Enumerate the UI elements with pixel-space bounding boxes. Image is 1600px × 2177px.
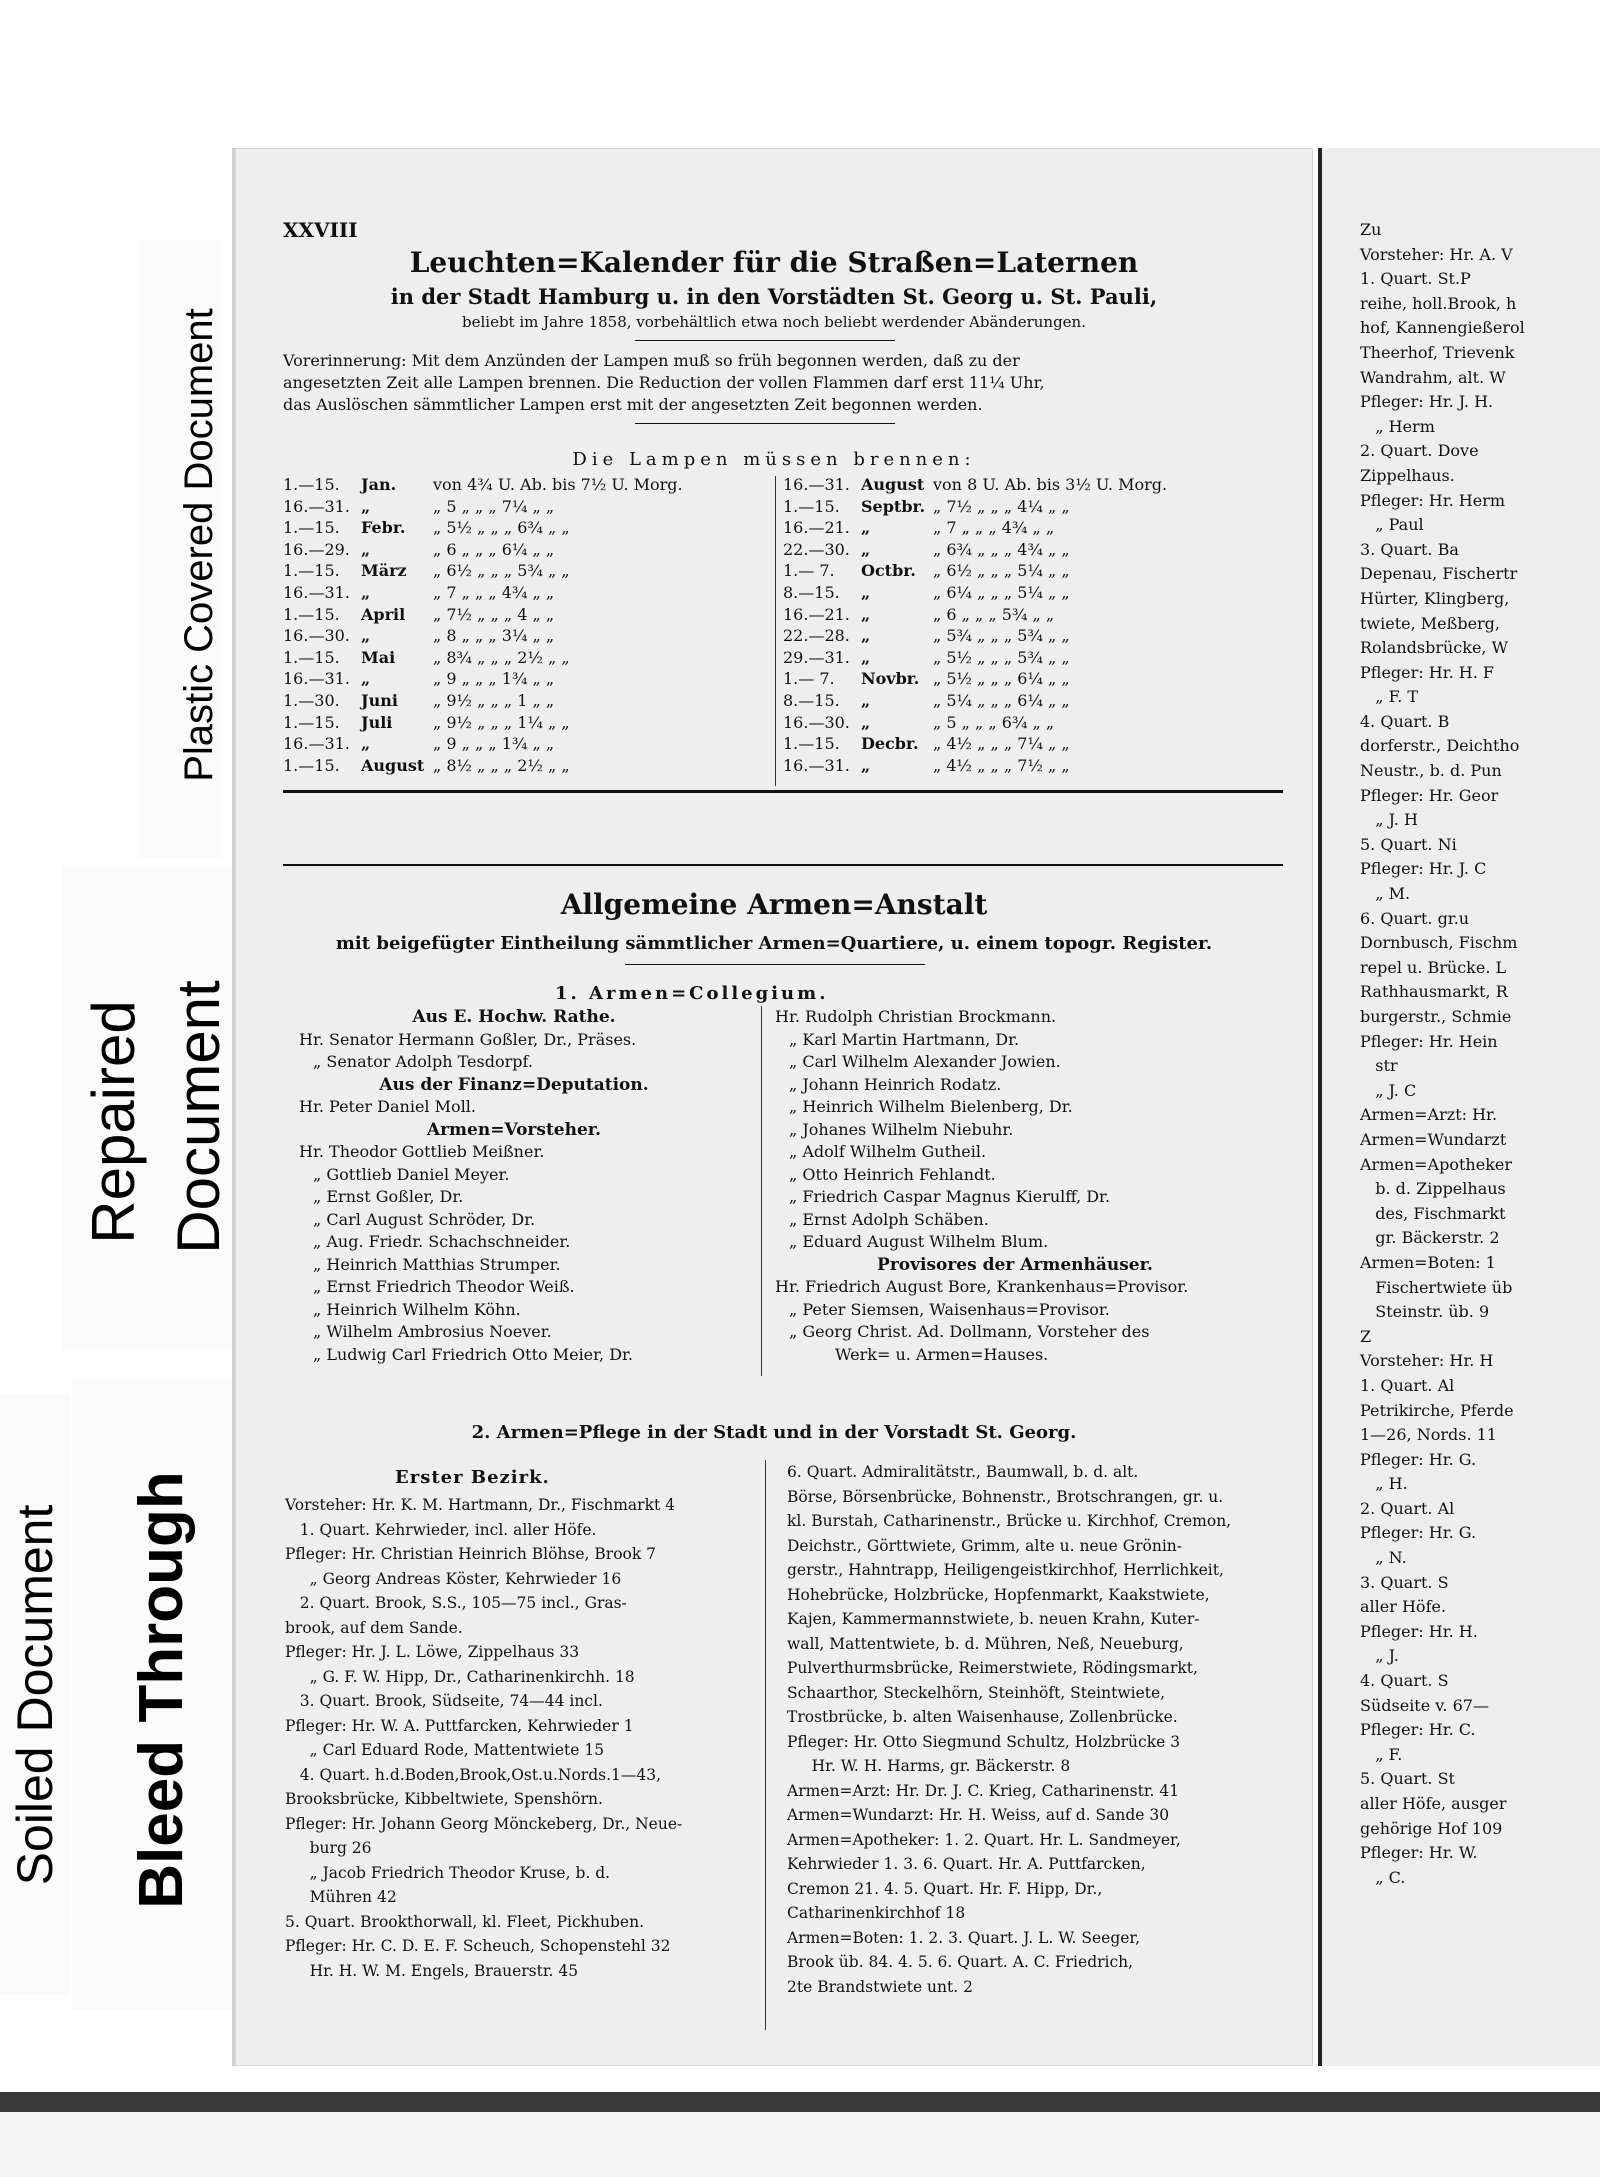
adjacent-line: Dornbusch, Fischm	[1360, 933, 1518, 953]
lamp-row	[783, 756, 1283, 777]
adjacent-line: 2. Quart. Al	[1360, 1498, 1455, 1518]
lamp-cell: „ 4½ „ „ „ 7½ „ „	[933, 755, 1070, 775]
member-entry: „ Otto Heinrich Fehlandt.	[789, 1164, 996, 1184]
adjacent-line: Pfleger: Hr. Geor	[1360, 785, 1499, 805]
lamp-cell: „ 5½ „ „ „ 6¾ „ „	[433, 518, 570, 538]
lamp-cell: Febr.	[361, 518, 406, 538]
member-entry: Hr. Peter Daniel Moll.	[299, 1097, 476, 1116]
pflege-line: Armen=Wundarzt: Hr. H. Weiss, auf d. Sande 30	[787, 1806, 1170, 1824]
lamp-cell: 8.—15.	[783, 583, 840, 602]
lamp-cell: Decbr.	[861, 734, 919, 754]
lamp-cell: „ 6¾ „ „ „ 4¾ „ „	[933, 539, 1070, 559]
lamp-row	[283, 669, 773, 690]
adjacent-line: Armen=Apotheker	[1360, 1154, 1512, 1174]
adjacent-line: aller Höfe.	[1360, 1597, 1447, 1617]
armen-subtitle: mit beigefügter Eintheilung sämmtlicher Armen=Quartiere, u. einem topogr. Register.	[335, 933, 1213, 954]
lamp-cell: April	[361, 604, 406, 624]
member-entry: „ Johanes Wilhelm Niebuhr.	[789, 1119, 1014, 1139]
adjacent-line: Pfleger: Hr. Hein	[1360, 1031, 1498, 1051]
lamp-cell: „ 8 „ „ „ 3¼ „ „	[433, 626, 555, 646]
lamp-cell: 16.—30.	[283, 626, 350, 646]
lamp-cell: 1.—15.	[783, 734, 840, 754]
pflege-line: Hohebrücke, Holzbrücke, Hopfenmarkt, Kaakstwiete,	[787, 1585, 1210, 1604]
adjacent-line: 4. Quart. B	[1360, 711, 1450, 731]
member-entry: „ Heinrich Matthias Strumper.	[313, 1254, 561, 1274]
adjacent-line: „ F.	[1360, 1744, 1403, 1764]
lamp-row	[783, 648, 1283, 669]
lamp-table-left	[283, 475, 773, 795]
adjacent-line: „ J.	[1360, 1646, 1399, 1666]
lamps-heading: Die Lampen müssen brennen:	[572, 449, 976, 470]
lamp-cell: August	[861, 475, 925, 494]
member-entry: „ Eduard August Wilhelm Blum.	[789, 1232, 1049, 1251]
adjacent-line: 4. Quart. S	[1360, 1671, 1449, 1691]
lamp-cell: 1.— 7.	[783, 669, 835, 689]
adjacent-line: gr. Bäckerstr. 2	[1360, 1228, 1500, 1248]
pflege-left-column	[285, 1493, 755, 1983]
repaired-label-1: Repaired	[80, 1000, 147, 1244]
member-entry: Hr. Rudolph Christian Brockmann.	[775, 1007, 1057, 1026]
lamp-cell: „ 6½ „ „ „ 5¼ „ „	[933, 561, 1070, 581]
lamp-cell: „ 7½ „ „ „ 4¼ „ „	[933, 496, 1070, 516]
lamp-cell: Jan.	[361, 475, 397, 494]
member-entry: „ Ludwig Carl Friedrich Otto Meier, Dr.	[313, 1344, 634, 1364]
member-entry: „ Aug. Friedr. Schachschneider.	[313, 1232, 571, 1251]
member-entry: „ Ernst Adolph Schäben.	[789, 1209, 989, 1229]
lamp-cell: „	[861, 712, 871, 732]
pflege-line: „ Jacob Friedrich Theodor Kruse, b. d.	[285, 1863, 611, 1882]
lamp-cell: 8.—15.	[783, 691, 840, 710]
member-entry: „ Ernst Friedrich Theodor Weiß.	[313, 1277, 575, 1296]
lamp-row	[783, 497, 1283, 518]
soiled-label: Soiled Document	[7, 1504, 63, 1886]
scan-edge	[0, 2092, 1600, 2112]
adjacent-line: 1—26, Nords. 11	[1360, 1425, 1497, 1445]
lamp-cell: „	[861, 518, 871, 538]
lamp-row	[783, 561, 1283, 582]
collegium-right-column	[775, 1006, 1295, 1366]
lamp-cell: „ 5½ „ „ „ 5¾ „ „	[933, 647, 1070, 667]
adjacent-line: str	[1360, 1056, 1398, 1076]
member-entry: „ Gottlieb Daniel Meyer.	[313, 1164, 510, 1184]
adjacent-line: Steinstr. üb. 9	[1360, 1302, 1490, 1322]
lamp-cell: „ 8½ „ „ „ 2½ „ „	[433, 755, 570, 775]
adjacent-page-text	[1360, 218, 1600, 1890]
member-entry: „ Carl August Schröder, Dr.	[313, 1209, 536, 1229]
member-entry: Hr. Theodor Gottlieb Meißner.	[299, 1142, 545, 1161]
lamp-row	[283, 561, 773, 582]
pflege-line: 3. Quart. Brook, Südseite, 74—44 incl.	[285, 1692, 603, 1710]
lamp-cell: „ 7½ „ „ „ 4 „ „	[433, 604, 555, 624]
lamp-cell: 16.—30.	[783, 712, 850, 732]
adjacent-line: „ N.	[1360, 1548, 1407, 1568]
pflege-line: gerstr., Hahntrapp, Heiligengeistkirchhof, Herrlichkeit,	[787, 1561, 1224, 1579]
adjacent-line: Vorsteher: Hr. H	[1360, 1351, 1494, 1371]
lamp-cell: „ 9½ „ „ „ 1¼ „ „	[433, 712, 570, 732]
repaired-label-2: Document	[165, 980, 232, 1254]
member-entry: „ Heinrich Wilhelm Köhn.	[313, 1299, 521, 1319]
lamp-row	[783, 713, 1283, 734]
note-line-3: das Auslöschen sämmtlicher Lampen erst mit der angesetzten Zeit begonnen werden.	[283, 395, 983, 414]
pflege-line: Vorsteher: Hr. K. M. Hartmann, Dr., Fischmarkt 4	[285, 1496, 675, 1514]
pflege-line: kl. Burstah, Catharinenstr., Brücke u. Kirchhof, Cremon,	[787, 1512, 1232, 1530]
section-heading: Aus der Finanz=Deputation.	[379, 1074, 649, 1095]
lamp-row	[783, 605, 1283, 626]
pflege-right-column	[787, 1460, 1307, 1999]
lamp-cell: „ 6½ „ „ „ 5¾ „ „	[433, 561, 570, 581]
lamp-cell: Novbr.	[861, 669, 920, 689]
pflege-line: 6. Quart. Admiralitätstr., Baumwall, b. d. alt.	[787, 1463, 1139, 1481]
pflege-line: 5. Quart. Brookthorwall, kl. Fleet, Pickhuben.	[285, 1912, 644, 1931]
armen-title: Allgemeine Armen=Anstalt	[560, 888, 988, 921]
lamp-cell: 16.—31.	[783, 755, 850, 775]
lamp-row	[783, 475, 1283, 496]
adjacent-line: 5. Quart. St	[1360, 1769, 1455, 1789]
lamp-cell: Mai	[361, 647, 396, 667]
lamp-cell: „ 7 „ „ „ 4¾ „ „	[933, 518, 1055, 538]
section-heading: Provisores der Armenhäuser.	[877, 1254, 1153, 1275]
divider	[635, 340, 895, 341]
adjacent-line: Südseite v. 67—	[1360, 1695, 1489, 1715]
adjacent-line: Zu	[1360, 220, 1382, 239]
lamp-cell: „	[361, 583, 371, 602]
adjacent-line: Zippelhaus.	[1360, 465, 1455, 485]
collegium-heading: 1. Armen=Collegium.	[555, 983, 829, 1004]
section-rule	[283, 864, 1283, 866]
bezirk-heading: Erster Bezirk.	[395, 1467, 550, 1488]
pflege-line: Pulverthurmsbrücke, Reimerstwiete, Rödingsmarkt,	[787, 1659, 1198, 1677]
lamp-cell: „ 8¾ „ „ „ 2½ „ „	[433, 647, 570, 667]
adjacent-line: Rathhausmarkt, R	[1360, 982, 1508, 1002]
adjacent-line: Pfleger: Hr. G.	[1360, 1449, 1477, 1469]
pflege-line: Brook üb. 84. 4. 5. 6. Quart. A. C. Friedrich,	[787, 1953, 1134, 1971]
adjacent-line: Pfleger: Hr. J. C	[1360, 859, 1487, 879]
adjacent-line: Pfleger: Hr. J. H.	[1360, 392, 1494, 412]
lamp-cell: 1.—15.	[283, 518, 340, 538]
pflege-line: Catharinenkirchhof 18	[787, 1904, 966, 1922]
pflege-line: Pfleger: Hr. Johann Georg Mönckeberg, Dr., Neue-	[285, 1814, 683, 1833]
column-divider	[761, 1006, 762, 1376]
lamp-cell: 1.—15.	[283, 755, 340, 775]
lamp-row	[283, 626, 773, 647]
pflege-line: Kajen, Kammermannstwiete, b. neuen Krahn, Kuter-	[787, 1610, 1200, 1628]
member-entry: Werk= u. Armen=Hauses.	[835, 1344, 1049, 1364]
pflege-line: burg 26	[285, 1839, 372, 1857]
lamp-cell: „	[861, 583, 871, 602]
adjacent-line: 5. Quart. Ni	[1360, 834, 1457, 854]
page-number: XXVIII	[283, 218, 358, 242]
lamp-table-right	[783, 475, 1283, 795]
adjacent-line: Petrikirche, Pferde	[1360, 1400, 1514, 1420]
member-entry: „ Peter Siemsen, Waisenhaus=Provisor.	[789, 1299, 1110, 1319]
table-divider	[775, 476, 776, 786]
adjacent-line: gehörige Hof 109	[1360, 1818, 1503, 1838]
pflege-heading: 2. Armen=Pflege in der Stadt und in der Vorstadt St. Georg.	[471, 1422, 1077, 1443]
lamp-row	[783, 691, 1283, 712]
pflege-line: „ G. F. W. Hipp, Dr., Catharinenkirchh. 18	[285, 1667, 635, 1686]
lamp-cell: „ 5 „ „ „ 6¾ „ „	[933, 712, 1055, 732]
adjacent-line: des, Fischmarkt	[1360, 1203, 1506, 1223]
adjacent-line: Pfleger: Hr. Herm	[1360, 490, 1505, 510]
adjacent-line: Vorsteher: Hr. A. V	[1360, 244, 1513, 264]
lamp-cell: 1.—15.	[283, 647, 340, 667]
lamp-cell: Juli	[361, 712, 393, 732]
adjacent-line: Z	[1360, 1326, 1372, 1346]
adjacent-line: aller Höfe, ausger	[1360, 1794, 1507, 1813]
lamp-cell: „	[861, 539, 871, 559]
lamp-cell: „ 6 „ „ „ 6¼ „ „	[433, 539, 555, 559]
member-entry: „ Karl Martin Hartmann, Dr.	[789, 1029, 1020, 1049]
lamp-cell: 16.—29.	[283, 539, 350, 559]
adjacent-line: dorferstr., Deichtho	[1360, 736, 1520, 756]
adjacent-line: burgerstr., Schmie	[1360, 1007, 1512, 1026]
section-heading: Aus E. Hochw. Rathe.	[412, 1007, 616, 1027]
pflege-line: Brooksbrücke, Kibbeltwiete, Spenshörn.	[285, 1790, 603, 1808]
member-entry: „ Friedrich Caspar Magnus Kierulff, Dr.	[789, 1187, 1111, 1206]
adjacent-line: 6. Quart. gr.u	[1360, 908, 1470, 928]
lamp-row	[283, 605, 773, 626]
pflege-line: Mühren 42	[285, 1888, 397, 1906]
lamp-cell: „	[361, 496, 371, 516]
adjacent-line: Armen=Boten: 1	[1360, 1252, 1496, 1272]
lamp-cell: 1.—15.	[283, 561, 340, 581]
adjacent-line: „ Herm	[1360, 416, 1435, 436]
adjacent-line: Pfleger: Hr. C.	[1360, 1720, 1476, 1740]
pflege-line: Kehrwieder 1. 3. 6. Quart. Hr. A. Puttfarcken,	[787, 1855, 1146, 1873]
lamp-row	[283, 475, 773, 496]
lamp-cell: „ 7 „ „ „ 4¾ „ „	[433, 583, 555, 602]
member-entry: „ Heinrich Wilhelm Bielenberg, Dr.	[789, 1097, 1073, 1116]
lamp-row	[783, 518, 1283, 539]
lamp-cell: „ 9 „ „ „ 1¾ „ „	[433, 669, 555, 689]
section-rule	[283, 790, 1283, 793]
adjacent-line: repel u. Brücke. L	[1360, 957, 1507, 977]
lamp-cell: Juni	[361, 691, 398, 710]
adjacent-line: „ F. T	[1360, 687, 1419, 707]
lamp-cell: 16.—31.	[783, 475, 850, 494]
pflege-line: Armen=Boten: 1. 2. 3. Quart. J. L. W. Seeger,	[787, 1928, 1141, 1947]
lamp-cell: „	[361, 626, 371, 646]
lamp-cell: 16.—31.	[283, 496, 350, 516]
adjacent-line: twiete, Meßberg,	[1360, 613, 1501, 633]
member-entry: „ Johann Heinrich Rodatz.	[789, 1074, 1002, 1094]
lamp-cell: 22.—28.	[783, 626, 850, 646]
lamp-cell: 29.—31.	[783, 647, 850, 667]
lamp-cell: „ 4½ „ „ „ 7¼ „ „	[933, 734, 1070, 754]
lamp-cell: 1.—30.	[283, 691, 340, 710]
pflege-line: „ Carl Eduard Rode, Mattentwiete 15	[285, 1741, 605, 1759]
lamp-cell: August	[361, 755, 425, 775]
adjacent-line: Pfleger: Hr. G.	[1360, 1523, 1477, 1543]
pflege-line: Cremon 21. 4. 5. Quart. Hr. F. Hipp, Dr.,	[787, 1879, 1103, 1898]
adjacent-line: Rolandsbrücke, W	[1360, 638, 1509, 658]
adjacent-line: Wandrahm, alt. W	[1360, 367, 1506, 387]
adjacent-line: Armen=Wundarzt	[1360, 1129, 1507, 1149]
pflege-line: Armen=Arzt: Hr. Dr. J. C. Krieg, Catharinenstr. 41	[787, 1781, 1180, 1800]
member-entry: „ Ernst Goßler, Dr.	[313, 1187, 464, 1206]
lamp-cell: „	[861, 755, 871, 775]
adjacent-line: Neustr., b. d. Pun	[1360, 761, 1502, 781]
lamp-cell: „	[861, 691, 871, 710]
adjacent-line: 1. Quart. St.P	[1360, 269, 1471, 289]
lamp-cell: „	[861, 626, 871, 646]
lamp-cell: „	[361, 734, 371, 754]
pflege-line: Pfleger: Hr. Christian Heinrich Blöhse, Brook 7	[285, 1545, 657, 1563]
lamp-row	[283, 497, 773, 518]
lamp-row	[283, 734, 773, 755]
lamp-row	[283, 583, 773, 604]
lamp-cell: 16.—31.	[283, 734, 350, 754]
adjacent-line: 2. Quart. Dove	[1360, 441, 1479, 461]
lamp-row	[783, 540, 1283, 561]
member-entry: Hr. Friedrich August Bore, Krankenhaus=Provisor.	[775, 1277, 1189, 1296]
lamp-row	[783, 626, 1283, 647]
lamp-row	[283, 691, 773, 712]
lamp-cell: „	[361, 539, 371, 559]
member-entry: „ Senator Adolph Tesdorpf.	[313, 1052, 533, 1071]
note-line-1: Vorerinnerung: Mit dem Anzünden der Lampen muß so früh begonnen werden, daß zu der	[283, 351, 1020, 370]
lamp-cell: „ 5½ „ „ „ 6¼ „ „	[933, 669, 1070, 689]
lamp-row	[283, 518, 773, 539]
adjacent-line: „ C.	[1360, 1867, 1406, 1887]
member-entry: Hr. Senator Hermann Goßler, Dr., Präses.	[299, 1029, 637, 1049]
lamp-cell: 16.—21.	[783, 604, 850, 624]
adjacent-line: „ Paul	[1360, 515, 1424, 535]
section-heading: Armen=Vorsteher.	[426, 1119, 602, 1140]
lamp-cell: „	[361, 669, 371, 689]
pflege-line: 2. Quart. Brook, S.S., 105—75 incl., Gras-	[285, 1594, 627, 1612]
pflege-line: 2te Brandstwiete unt. 2	[787, 1977, 973, 1996]
pflege-line: Börse, Börsenbrücke, Bohnenstr., Brotschrangen, gr. u.	[787, 1487, 1224, 1506]
note-line-2: angesetzten Zeit alle Lampen brennen. Die Reduction der vollen Flammen darf erst 11¼ Uhr,	[283, 373, 1045, 392]
page-subtitle: in der Stadt Hamburg u. in den Vorstädten St. Georg u. St. Pauli,	[390, 284, 1158, 309]
member-entry: „ Adolf Wilhelm Gutheil.	[789, 1142, 987, 1161]
adjacent-line: Pfleger: Hr. W.	[1360, 1843, 1478, 1863]
pflege-line: Pfleger: Hr. C. D. E. F. Scheuch, Schopenstehl 32	[285, 1937, 671, 1955]
lamp-cell: „ 9 „ „ „ 1¾ „ „	[433, 734, 555, 754]
adjacent-line: hof, Kannengießerol	[1360, 318, 1525, 338]
pflege-line: 4. Quart. h.d.Boden,Brook,Ost.u.Nords.1—43,	[285, 1765, 662, 1784]
member-entry: „ Georg Christ. Ad. Dollmann, Vorsteher des	[789, 1322, 1150, 1341]
adjacent-line: Pfleger: Hr. H. F	[1360, 662, 1494, 682]
page-title: Leuchten=Kalender für die Straßen=Laternen	[409, 246, 1139, 279]
pflege-line: Hr. W. H. Harms, gr. Bäckerstr. 8	[787, 1757, 1071, 1775]
lamp-row	[783, 734, 1283, 755]
pflege-line: Schaarthor, Steckelhörn, Steinhöft, Steintwiete,	[787, 1683, 1166, 1702]
lamp-row	[283, 713, 773, 734]
bleed-through-label: Bleed Through	[127, 1471, 196, 1909]
adjacent-line: reihe, holl.Brook, h	[1360, 293, 1517, 313]
lamp-cell: „ 9½ „ „ „ 1 „ „	[433, 691, 555, 710]
adjacent-line: 3. Quart. S	[1360, 1572, 1449, 1592]
member-entry: „ Wilhelm Ambrosius Noever.	[313, 1322, 552, 1341]
adjacent-line: Fischertwiete üb	[1360, 1277, 1513, 1297]
adjacent-line: b. d. Zippelhaus	[1360, 1179, 1506, 1199]
pflege-line: wall, Mattentwiete, b. d. Mühren, Neß, Neueburg,	[787, 1634, 1184, 1653]
pflege-line: Hr. H. W. M. Engels, Brauerstr. 45	[285, 1961, 579, 1980]
lamp-cell: „ 5¼ „ „ „ 6¼ „ „	[933, 691, 1070, 710]
adjacent-line: „ H.	[1360, 1474, 1408, 1494]
pflege-line: Trostbrücke, b. alten Waisenhause, Zollenbrücke.	[787, 1708, 1178, 1726]
collegium-left-column	[299, 1006, 769, 1366]
lamp-cell: 16.—31.	[283, 583, 350, 602]
page-subtitle-2: beliebt im Jahre 1858, vorbehältlich etwa noch beliebt werdender Abänderungen.	[462, 313, 1086, 331]
lamp-cell: „ 5 „ „ „ 7¼ „ „	[433, 496, 555, 516]
lamp-cell: 22.—30.	[783, 539, 850, 559]
lamp-cell: 1.—15.	[283, 604, 340, 624]
adjacent-line: 3. Quart. Ba	[1360, 539, 1459, 559]
adjacent-line: Hürter, Klingberg,	[1360, 588, 1510, 608]
lamp-cell: „	[861, 604, 871, 624]
lamp-cell: 1.—15.	[283, 475, 340, 494]
pflege-line: brook, auf dem Sande.	[285, 1618, 463, 1637]
pflege-line: „ Georg Andreas Köster, Kehrwieder 16	[285, 1569, 622, 1588]
adjacent-line: „ J. C	[1360, 1080, 1417, 1100]
adjacent-line: „ M.	[1360, 884, 1411, 904]
lamp-row	[783, 669, 1283, 690]
lamp-cell: „ 5¾ „ „ „ 5¾ „ „	[933, 626, 1070, 646]
adjacent-line: 1. Quart. Al	[1360, 1375, 1455, 1395]
lamp-cell: von 4¾ U. Ab. bis 7½ U. Morg.	[433, 475, 683, 494]
lamp-cell: von 8 U. Ab. bis 3½ U. Morg.	[933, 475, 1168, 494]
lamp-row	[283, 756, 773, 777]
lamp-cell: „ 6 „ „ „ 5¾ „ „	[933, 604, 1055, 624]
pflege-line: Pfleger: Hr. J. L. Löwe, Zippelhaus 33	[285, 1643, 580, 1661]
lamp-row	[783, 583, 1283, 604]
plastic-covered-label: Plastic Covered Document	[177, 308, 221, 782]
lamp-cell: Octbr.	[861, 561, 916, 581]
lamp-row	[283, 540, 773, 561]
divider	[635, 423, 895, 424]
member-entry: „ Carl Wilhelm Alexander Jowien.	[789, 1052, 1061, 1071]
pflege-line: 1. Quart. Kehrwieder, incl. aller Höfe.	[285, 1520, 597, 1539]
scan-margin	[0, 2112, 1600, 2177]
lamp-cell: „	[861, 647, 871, 667]
adjacent-line: Theerhof, Trievenk	[1360, 342, 1515, 362]
document-page	[232, 148, 1313, 2066]
lamp-cell: „ 6¼ „ „ „ 5¼ „ „	[933, 583, 1070, 602]
lamp-cell: 16.—21.	[783, 518, 850, 538]
pflege-line: Pfleger: Hr. W. A. Puttfarcken, Kehrwieder 1	[285, 1716, 634, 1735]
pflege-line: Armen=Apotheker: 1. 2. Quart. Hr. L. Sandmeyer,	[787, 1830, 1181, 1849]
lamp-cell: 1.— 7.	[783, 561, 835, 581]
lamp-cell: Septbr.	[861, 496, 926, 516]
adjacent-line: Pfleger: Hr. H.	[1360, 1621, 1478, 1641]
lamp-cell: 1.—15.	[283, 712, 340, 732]
lamp-cell: 16.—31.	[283, 669, 350, 689]
lamp-cell: März	[361, 561, 407, 581]
lamp-cell: 1.—15.	[783, 496, 840, 516]
adjacent-line: Armen=Arzt: Hr.	[1360, 1105, 1498, 1125]
pflege-line: Pfleger: Hr. Otto Siegmund Schultz, Holzbrücke 3	[787, 1732, 1181, 1751]
adjacent-line: Depenau, Fischertr	[1360, 564, 1518, 584]
adjacent-line: „ J. H	[1360, 810, 1418, 830]
adjacent-page	[1318, 148, 1600, 2066]
lamp-row	[283, 648, 773, 669]
divider	[625, 964, 925, 965]
pflege-line: Deichstr., Görttwiete, Grimm, alte u. neue Grönin-	[787, 1536, 1183, 1555]
column-divider	[765, 1460, 766, 2030]
